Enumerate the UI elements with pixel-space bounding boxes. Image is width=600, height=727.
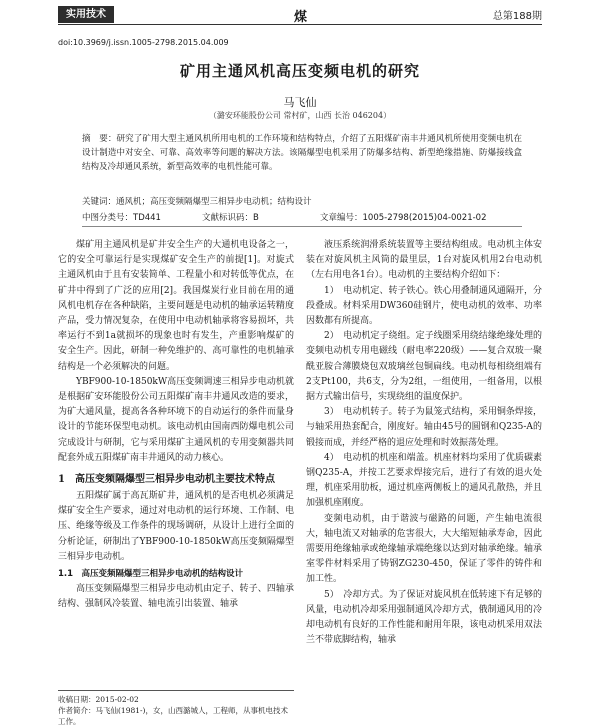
journal-logo: 煤 xyxy=(294,10,308,25)
list-item: 1） 电动机定、转子铁心。铁心用叠制通风通隔开，分段叠成。材料采用DW360硅钢片，使电动机的效率、功率因数都有所提高。 xyxy=(306,285,542,327)
section-tag: 实用技术 xyxy=(58,6,114,23)
affiliation: （潞安环能股份公司 常村矿，山西 长治 046204） xyxy=(208,111,392,120)
author-bio: 作者简介：马飞仙(1981-)，女，山西潞城人，工程师，从事机电技术工作。 xyxy=(58,706,288,726)
body-paragraph: 煤矿用主通风机是矿井安全生产的大通机电设备之一，它的安全可靠运行是实现煤矿安全生产的前提[1]。对旋式主通风机由于且有安装简单、工程量小和对转低等优点，在矿井中得到了广泛的应用[2]。我国煤炭行业目前在用的通风机电机存在各种缺陷，主要问题是电动机的轴承运转精度产品，受力情况复杂，在使用中电动机轴承将容易损坏，共率运行不到1a就损坏的现象也时有发生，产重影响煤矿的安全生产。因此，研制一种免维护的、高可靠性的电机轴承结构是一个必须解决的问题。 xyxy=(58,240,294,372)
section-heading: 1 高压变频隔爆型三相异步电动机主要技术特点 xyxy=(58,474,275,486)
author: 马飞仙 xyxy=(283,96,317,109)
body-paragraph: YBF900-10-1850kW高压变频调速三相异步电动机就是根据矿安环能股份公司五阳煤矿南丰井通风改造的要求，为矿大通风量，提高各各种环境下的自动运行的条件而量身设计的节能环保型电动机。该电动机由国南西防爆电机公司完成设计与研制，它与采用煤矿主通风机的专用变频器共同配套外成五阳煤矿南丰井通风的动力核心。 xyxy=(58,376,294,463)
received-date: 收稿日期：2015-02-02 xyxy=(58,695,139,704)
right-column xyxy=(306,238,542,648)
list-item: 2） 电动机定子绕组。定子线圈采用绕结缘绝缘处理的变频电动机专用电磁线（耐电率220级）——复合双玻一聚酰亚胺合薄膜烧包双玻璃丝包铜扁线。电动机每相绕组端有2支Pt100，共6支，分为2组，一组使用，一组备用，以根据方式输出信号，实现绕组的温度保护。 xyxy=(306,331,542,403)
list-item: 4） 电动机的机座和端盖。机座材料均采用了优质碳素钢Q235-A，并按工艺要求焊接完后，进行了有效的退火处理，机座采用肋板，通过机座两侧板上的通风孔散热，并且加强机座刚度。 xyxy=(306,452,542,509)
subsection-heading: 1.1 高压变频隔爆型三相异步电动机的结构设计 xyxy=(58,569,244,580)
list-item: 5） 冷却方式。为了保证对旋风机在低转速下有足够的风量，电动机冷却采用强制通风冷却方式，俄制通风用的冷却电动机有良好的工作性能和耐用年限，该电动机采用双法兰不带底脚结构，轴承 xyxy=(306,589,542,646)
body-paragraph: 液压系统润滑系统装置等主要结构组成。电动机主体安装在对旋风机主风筒的最里层，1台对旋风机用2台电动机（左右用电各1台）。电动机的主要结构介绍如下： xyxy=(306,240,542,281)
footnote xyxy=(58,690,294,727)
clc-number: 中图分类号：TD441 xyxy=(82,213,161,223)
abstract: 摘 要：研究了矿用大型主通风机所用电机的工作环境和结构特点，介绍了五阳煤矿南丰井通风机所使用变频电机在设计制造中对安全、可靠、高效率等问题的解决方法。该隔爆型电机采用了防爆多结构、新型绝缘措施、防爆接线盒结构及冷却通风系统，新型高效率的电机性能可靠。 xyxy=(82,134,522,172)
article-id: 文章编号：1005-2798(2015)04-0021-02 xyxy=(320,213,487,223)
abstract-rule xyxy=(82,226,522,227)
body-paragraph: 高压变频隔爆型三相异步电动机由定子、转子、四轴承结构、强制风冷装置、轴电流引出装置、轴承 xyxy=(58,584,294,610)
left-column xyxy=(58,238,294,613)
body-paragraph: 五阳煤矿属于高瓦斯矿井，通风机的是否电机必须满足煤矿安全生产要求，通过对电动机的运行环境、工作制、电压、绝缘等级及工作条件的现场调研，从设计上进行全面的分析论证，研制出了YBF900-10-1850kW高压变频隔爆型三相异步电动机。 xyxy=(58,491,294,562)
keywords: 关键词：通风机；高压变频隔爆型三相异步电动机；结构设计 xyxy=(82,197,312,207)
document-code: 文献标识码：B xyxy=(202,213,259,223)
running-header xyxy=(58,6,542,24)
body-paragraph: 变频电动机，由于谐波与磁路的问题，产生轴电流很大，轴电流又对轴承的危害很大，大大缩短轴承寿命，因此需要用绝缘轴承或绝缘轴承端绝缘以达到对轴承绝缘。轴承室零件材料采用了铸钢ZG230-450，保证了零件的铸件和加工性。 xyxy=(306,513,542,585)
paper-title: 矿用主通风机高压变频电机的研究 xyxy=(179,62,420,80)
header-rule xyxy=(58,24,542,25)
doi: doi:10.3969/j.issn.1005-2798.2015.04.009 xyxy=(58,38,229,47)
page-info: 总第188期 xyxy=(492,11,542,22)
list-item: 3） 电动机转子。转子为鼠笼式结构，采用铜条焊接，与轴采用热套配合，刚度好。轴由45号的圆钢和Q235-A的锻接而成，并经严格的退应处理和时效振荡处理。 xyxy=(306,407,542,448)
